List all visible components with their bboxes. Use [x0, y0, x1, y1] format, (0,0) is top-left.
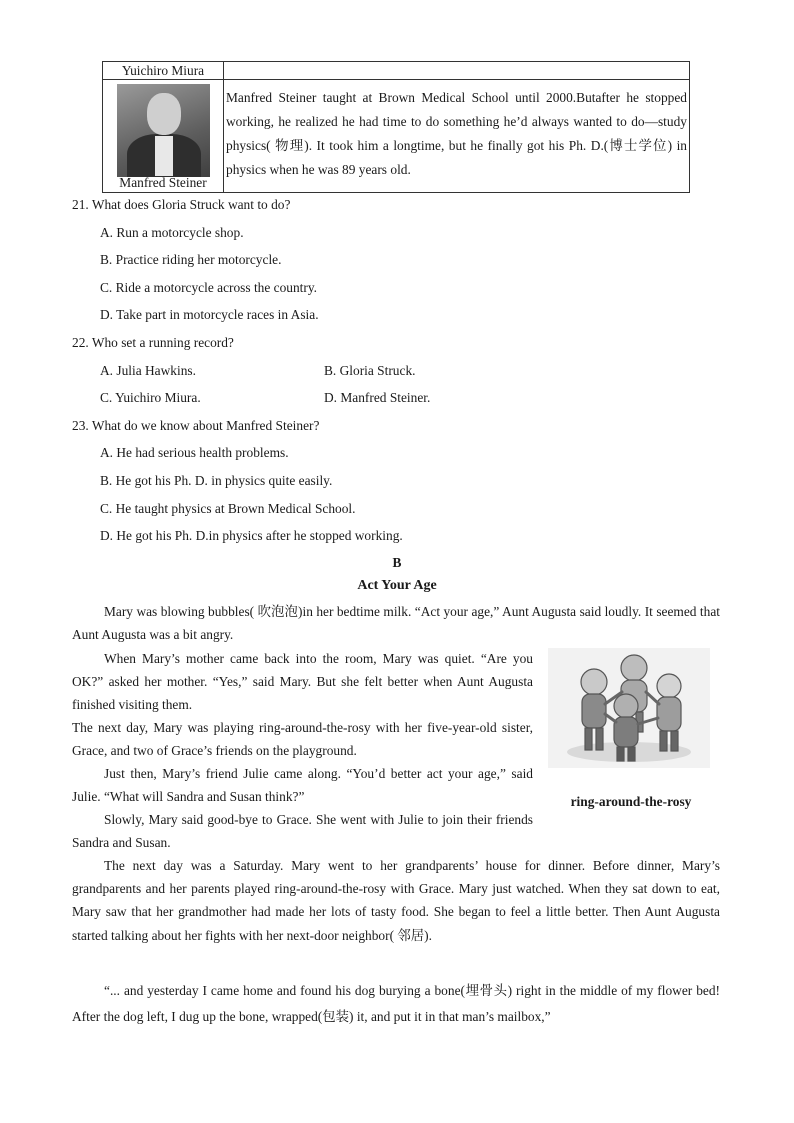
story-paragraph-4: Just then, Mary’s friend Julie came along. “You’d better act your age,” said Julie. “What will Sandra and Susan think?”: [72, 766, 533, 805]
passage-title: Act Your Age: [357, 578, 437, 593]
section-letter: B: [392, 555, 402, 570]
previous-name-cell: [103, 62, 224, 80]
question-21-option-a[interactable]: A. Run a motorcycle shop.: [100, 225, 244, 240]
question-23-option-d[interactable]: D. He got his Ph. D.in physics after he stopped working.: [100, 528, 403, 543]
question-21-option-c[interactable]: C. Ride a motorcycle across the country.: [100, 280, 318, 295]
question-23-stem: 23. What do we know about Manfred Steiner?: [72, 418, 320, 433]
story-paragraph-2: When Mary’s mother came back into the room, Mary was quiet. “Are you OK?” asked her mother. “Yes,” said Mary. But she felt better when Aunt Augusta finished visiting them.: [72, 651, 533, 713]
story-paragraph-1: Mary was blowing bubbles( 吹泡泡)in her bedtime milk. “Act your age,” Aunt Augusta said loudly. It seemed that Aunt Augusta was a bit angry.: [72, 604, 720, 643]
question-21-option-b[interactable]: B. Practice riding her motorcycle.: [100, 252, 282, 267]
previous-name: Yuichiro Miura: [121, 63, 205, 78]
photo-caption: Manfred Steiner: [119, 175, 207, 190]
illustration-caption: ring-around-the-rosy: [570, 794, 692, 809]
empty-cell: [224, 62, 690, 80]
description-cell: [224, 80, 690, 193]
profile-table: [102, 61, 690, 193]
photo-cell: [103, 80, 224, 193]
question-22-option-d[interactable]: D. Manfred Steiner.: [324, 390, 431, 405]
ring-around-the-rosy-illustration: [548, 648, 710, 768]
question-23-option-b[interactable]: B. He got his Ph. D. in physics quite easily.: [100, 473, 333, 488]
story-paragraph-3: The next day, Mary was playing ring-around-the-rosy with her five-year-old sister, Grace, and two of Grace’s friends on the playground.: [72, 720, 533, 759]
question-21-option-d[interactable]: D. Take part in motorcycle races in Asia.: [100, 307, 319, 322]
story-paragraph-7: “... and yesterday I came home and found his dog burying a bone(埋骨头) right in the middle of my flower bed! After the dog left, I dug up the bone, wrapped(包装) it, and put it in that man’s mailbox,”: [72, 983, 720, 1024]
manfred-steiner-photo: [117, 84, 210, 177]
question-22-option-b[interactable]: B. Gloria Struck.: [324, 363, 416, 378]
steiner-description: Manfred Steiner taught at Brown Medical School until 2000.Butafter he stopped working, he realized he had time to do something he’d always wanted to do—study physics( 物理). It took him a longtime, but he finally got his Ph. D.(博士学位) in physics when he was 89 years old.: [226, 90, 687, 177]
question-22-option-a[interactable]: A. Julia Hawkins.: [100, 363, 196, 378]
story-paragraph-6: The next day was a Saturday. Mary went to her grandparents’ house for dinner. Before dinner, Mary’s grandparents and her parents played ring-around-the-rosy with Grace. Mary just watched. When they sat down to eat, Mary saw that her grandmother had made her lots of tasty food. She began to feel a little better. Then Aunt Augusta started talking about her fights with her next-door neighbor( 邻居).: [72, 858, 720, 943]
question-22-option-c[interactable]: C. Yuichiro Miura.: [100, 390, 201, 405]
question-23-option-c[interactable]: C. He taught physics at Brown Medical School.: [100, 501, 356, 516]
story-paragraph-5: Slowly, Mary said good-bye to Grace. She went with Julie to join their friends Sandra and Susan.: [72, 812, 533, 851]
question-21-stem: 21. What does Gloria Struck want to do?: [72, 197, 291, 212]
question-22-stem: 22. Who set a running record?: [72, 335, 234, 350]
question-23-option-a[interactable]: A. He had serious health problems.: [100, 445, 289, 460]
